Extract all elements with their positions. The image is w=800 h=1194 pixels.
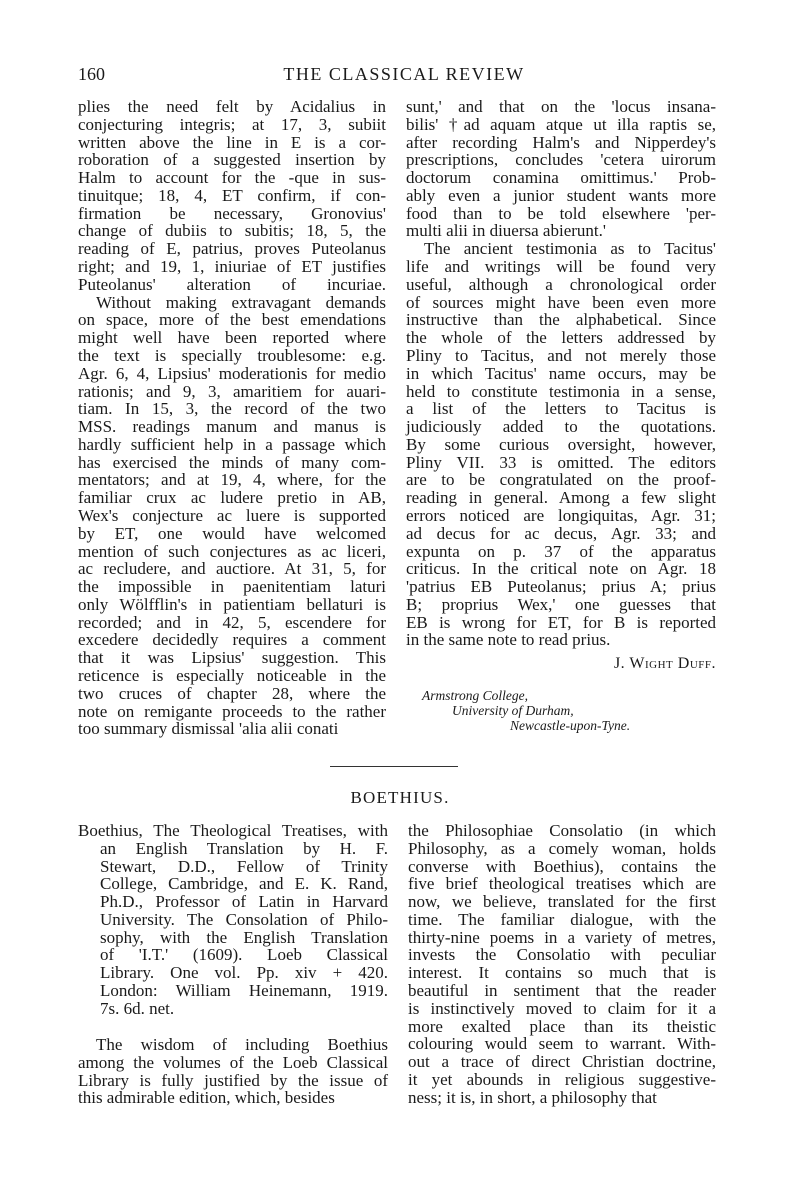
text-line: Pliny VII. 33 is omitted. The editors [406,452,716,472]
text-line: Without making extravagant demands [96,292,386,312]
text-line: two cruces of chapter 28, where the [78,683,386,703]
reviewer-address-line: Armstrong College, [422,688,528,703]
text-line: is instinctively moved to claim for it a [408,998,716,1018]
text-line: Wex's conjecture ac luere is supported [78,505,386,525]
text-line: held to constitute testimonia in a sense, [406,381,716,401]
text-line: hardly sufficient help in a passage which [78,434,386,454]
text-line: food than to be told elsewhere 'per- [406,203,716,223]
text-line: ably even a junior student wants more [406,185,716,205]
text-line: reticence is especially noticeable in the [78,666,386,685]
text-line: recorded; and in 42, 5, escendere for [78,612,386,632]
text-line: in which Tacitus' name occurs, may be [406,363,716,383]
text-line: useful, although a chronological order [406,274,716,294]
review-2-right-column [408,822,716,1107]
text-line: of 'I.T.' (1609). Loeb Classical [100,945,388,965]
text-line: more exalted place than its theistic [408,1016,716,1036]
text-line: out a trace of direct Christian doctrine, [408,1052,716,1072]
text-line: it yet abounds in religious suggestive- [408,1069,716,1089]
text-line: firmation be necessary, Gronovius' [78,203,386,223]
text-line: prescriptions, concludes 'cetera uirorum [406,150,716,170]
text-line: instructive than the alphabetical. Since [406,310,716,330]
reviewer-signature: J. Wight Duff. [613,655,716,672]
text-line: of sources might have been even more [406,292,716,312]
text-line: this admirable edition, which, besides [78,1088,335,1108]
text-line: University. The Consolation of Philo- [100,909,388,929]
text-line: too summary dismissal 'alia alii conati [78,719,339,739]
running-head: THE CLASSICAL REVIEW [283,64,525,84]
text-line: that it was Lipsius' suggestion. This [78,648,386,668]
text-line: ac recludere, and auctiore. At 31, 5, for [78,559,386,579]
text-line: errors noticed are longiquitas, Agr. 31; [406,505,716,525]
text-line: by ET, one would have welcomed [78,523,386,543]
text-line: By some curious oversight, however, [406,434,716,454]
text-line: criticus. In the critical note on Agr. 18 [406,559,716,579]
text-line: sophy, with the English Translation [100,927,388,947]
text-line: 'patrius EB Puteolanus; prius A; prius [406,577,716,597]
text-line: ad decus for ac decus, Agr. 33; and [406,523,716,543]
text-line: rationis; and 9, 3, amaritiem for auari- [78,381,386,401]
text-line: mentators; and at 19, 4, where, for the [78,470,386,490]
text-line: the impossible in paenitentiam laturi [78,577,386,597]
text-line: College, Cambridge, and E. K. Rand, [100,874,388,894]
text-line: after recording Halm's and Nipperdey's [406,132,716,152]
section-title: BOETHIUS. [350,788,450,807]
text-line: 7s. 6d. net. [100,998,175,1018]
text-line: Ph.D., Professor of Latin in Harvard [100,892,388,912]
text-line: might well have been reported where [78,328,386,348]
text-line: tinuitque; 18, 4, ET confirm, if con- [78,185,386,205]
text-line: among the volumes of the Loeb Classical [78,1052,388,1072]
text-line: right; and 19, 1, iniuriae of ET justifies [78,257,386,277]
text-line: plies the need felt by Acidalius in [78,97,386,116]
review-2-left-body [78,1036,388,1107]
text-line: interest. It contains so much that is [408,963,716,983]
text-line: Puteolanus' alteration of incuriae. [78,274,386,294]
text-line: Boethius, The Theological Treatises, with [78,821,388,840]
text-line: in the same note to read prius. [406,630,611,650]
text-line: the Philosophiae Consolatio (in which [408,821,716,840]
text-line: change of dubiis to subitis; 18, 5, the [78,221,386,241]
text-line: conjecturing integris; at 17, 3, subiit [78,114,386,134]
text-line: written above the line in E is a cor- [78,132,386,152]
text-line: expunta on p. 37 of the apparatus [406,541,716,561]
text-line: sunt,' and that on the 'locus insana- [406,97,716,116]
text-line: converse with Boethius), contains the [408,856,716,876]
text-line: Stewart, D.D., Fellow of Trinity [100,856,388,876]
text-line: Library is fully justified by the issue of [78,1070,388,1090]
text-line: B; proprius Wex,' one guesses that [406,594,716,614]
text-line: are to be congratulated on the proof- [406,470,716,490]
text-line: thirty-nine poems in a variety of metres, [408,927,716,947]
reviewer-address-line: University of Durham, [452,703,574,718]
section-divider [330,766,458,767]
text-line: roboration of a suggested insertion by [78,150,386,170]
review-1-right-column [406,98,716,649]
text-line: familiar crux ac ludere pretio in AB, [78,488,386,508]
text-line: beautiful in sentiment that the reader [408,981,716,1001]
text-line: an English Translation by H. F. [100,838,388,858]
text-line: the whole of the letters addressed by [406,328,716,348]
text-line: colouring would seem to warrant. With- [408,1034,716,1054]
text-line: multi alii in diuersa abierunt.' [406,221,606,241]
text-line: The wisdom of including Boethius [96,1035,388,1054]
text-line: EB is wrong for ET, for B is reported [406,612,716,632]
text-line: Philosophy, as a comely woman, holds [408,838,716,858]
text-line: time. The familiar dialogue, with the [408,909,716,929]
text-line: only Wölfflin's in patientiam bellaturi is [78,594,386,614]
text-line: doctorum conamina omittimus.' Prob- [406,168,716,188]
reviewer-address-line: Newcastle-upon-Tyne. [510,718,631,733]
text-line: now, we believe, translated for the first [408,892,716,912]
text-line: note on remigante proceeds to the rather [78,701,386,721]
book-citation [78,822,388,1018]
text-line: Library. One vol. Pp. xiv + 420. [100,963,388,983]
text-line: Agr. 6, 4, Lipsius' moderationis for medio [78,363,386,383]
text-line: Halm to account for the -que in sus- [78,168,386,188]
text-line: bilis' †ad aquam atque ut illa raptis se, [406,114,716,134]
text-line: mention of such conjectures as ac liceri, [78,541,386,561]
text-line: excedere decidedly requires a comment [78,630,386,650]
text-line: life and writings will be found very [406,257,716,277]
text-line: on space, more of the best emendations [78,310,386,330]
text-line: five brief theological treatises which are [408,874,716,894]
text-line: tiam. In 15, 3, the record of the two [78,399,386,419]
text-line: MSS. readings manum and manus is [78,417,386,437]
text-line: judiciously added to the quotations. [406,417,716,437]
text-line: a list of the letters to Tacitus is [406,399,716,419]
page-number: 160 [78,64,105,84]
page-header [78,64,730,86]
text-line: reading in general. Among a few slight [406,488,716,508]
text-line: has exercised the minds of many com- [78,452,386,472]
text-line: reading of E, patrius, proves Puteolanus [78,239,386,259]
text-line: invests the Consolatio with peculiar [408,945,716,965]
text-line: The ancient testimonia as to Tacitus' [424,239,716,259]
review-1-left-column [78,98,386,738]
text-line: ness; it is, in short, a philosophy that [408,1087,657,1107]
text-line: London: William Heinemann, 1919. [100,981,388,1001]
text-line: the text is specially troublesome: e.g. [78,345,386,365]
text-line: Pliny to Tacitus, and not merely those [406,345,716,365]
